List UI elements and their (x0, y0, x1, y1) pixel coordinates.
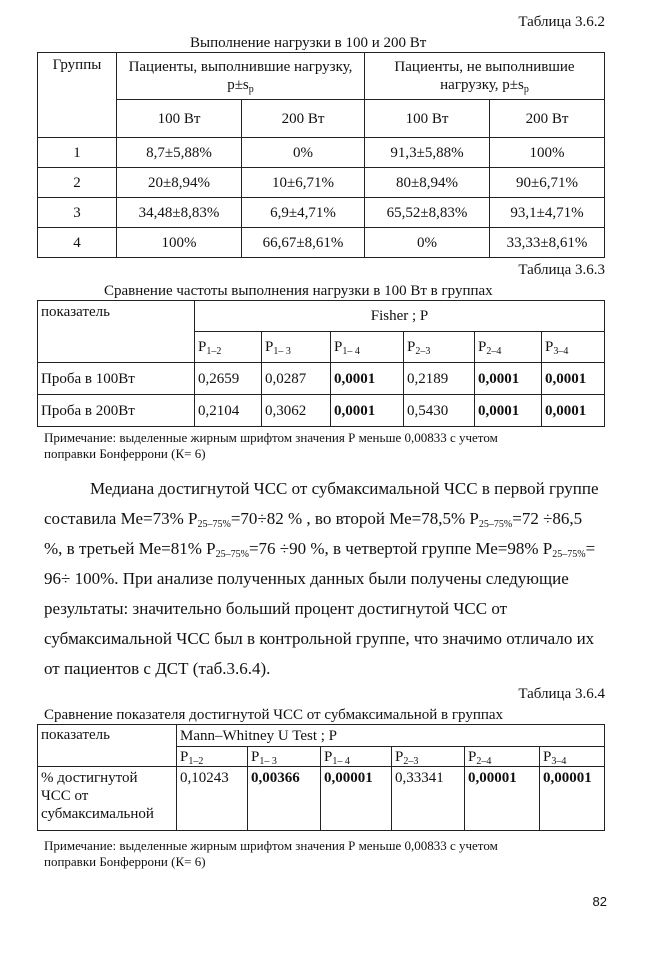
note-line: Примечание: выделенные жирным шрифтом значения Р меньше 0,00833 с учетом (44, 430, 498, 445)
table-row (38, 168, 605, 198)
header-p: $P_{1- 4}$ (331, 332, 404, 363)
cell: 0,2189 (404, 363, 475, 395)
table-row (38, 767, 605, 831)
header-p: $P_{3-4}$ (542, 332, 605, 363)
header-indicator: показатель (38, 301, 195, 363)
header-p: $P_{1-2}$ (195, 332, 262, 363)
cell: 4 (38, 228, 117, 258)
header-200w: 200 Вт (242, 100, 365, 138)
cell: 66,67±8,61% (242, 228, 365, 258)
paragraph-line: 96÷ 100%. При анализе полученных данных были получены следующие (44, 569, 569, 588)
paragraph-line: от пациентов с ДСТ (таб.3.6.4). (44, 659, 271, 678)
table-row (38, 228, 605, 258)
cell: 10±6,71% (242, 168, 365, 198)
cell: 93,1±4,71% (490, 198, 605, 228)
header-100w: 100 Вт (365, 100, 490, 138)
table-3-6-4 (37, 724, 605, 831)
table-3-6-3 (37, 300, 605, 427)
paragraph-line: результаты: значительно больший процент достигнутой ЧСС от (44, 599, 508, 618)
cell: 20±8,94% (117, 168, 242, 198)
cell: 0,0001 (542, 395, 605, 427)
header-p: $P_{1- 4}$ (321, 747, 392, 767)
cell: 80±8,94% (365, 168, 490, 198)
header-not-done: Пациенты, не выполнившие нагрузку, $p\pm s_p$ (365, 53, 605, 100)
note-line: поправки Бонферрони (К= 6) (44, 446, 206, 461)
cell: 1 (38, 138, 117, 168)
paragraph-line: составила Ме=73% $Р_{25-75\%}=70\div 82$ % , во второй Ме=78,5% $Р_{25-75\%}=72 \div 86,5$ (44, 509, 583, 530)
cell: 33,33±8,61% (490, 228, 605, 258)
header-p: $P_{1- 3}$ (248, 747, 321, 767)
cell: 0,00001 (540, 767, 605, 831)
header-p: $P_{2-4}$ (475, 332, 542, 363)
cell: 0,00001 (465, 767, 540, 831)
cell: 90±6,71% (490, 168, 605, 198)
table-label-3-6-3: Таблица 3.6.3 (518, 262, 605, 278)
cell: 0,2659 (195, 363, 262, 395)
cell: 8,7±5,88% (117, 138, 242, 168)
cell: 0,0001 (475, 395, 542, 427)
table-title-3-6-2: Выполнение нагрузки в 100 и 200 Вт (190, 35, 427, 51)
header-groups: Группы (38, 53, 117, 138)
note-line: Примечание: выделенные жирным шрифтом значения Р меньше 0,00833 с учетом (44, 838, 498, 853)
cell: 65,52±8,83% (365, 198, 490, 228)
table-row (38, 198, 605, 228)
cell: 0,3062 (262, 395, 331, 427)
cell: 0,10243 (177, 767, 248, 831)
table-label-3-6-4: Таблица 3.6.4 (518, 686, 605, 702)
table-title-3-6-4: Сравнение показателя достигнутой ЧСС от субмаксимальной в группах (44, 707, 504, 723)
header-200w: 200 Вт (490, 100, 605, 138)
row-label: % достигнутой ЧСС от субмаксимальной (38, 767, 177, 831)
cell: 6,9±4,71% (242, 198, 365, 228)
cell: 0% (242, 138, 365, 168)
header-done: Пациенты, выполнившие нагрузку, $p\pm s_p$ (117, 53, 365, 100)
cell: 0,0001 (475, 363, 542, 395)
cell: 0,0001 (331, 363, 404, 395)
cell: 0,2104 (195, 395, 262, 427)
cell: 0,5430 (404, 395, 475, 427)
cell: 0% (365, 228, 490, 258)
cell: 0,00366 (248, 767, 321, 831)
header-p: $P_{1- 3}$ (262, 332, 331, 363)
cell: 2 (38, 168, 117, 198)
cell: 0,33341 (392, 767, 465, 831)
cell: 100% (117, 228, 242, 258)
cell: 0,0001 (331, 395, 404, 427)
paragraph-line: субмаксимальной ЧСС был в контрольной группе, что значимо отличало их (44, 629, 595, 648)
header-p: $P_{2-3}$ (404, 332, 475, 363)
header-100w: 100 Вт (117, 100, 242, 138)
page-number: 82 (592, 894, 607, 909)
row-label: Проба в 100Вт (38, 363, 195, 395)
paragraph-line: %, в третьей Ме=81% $Р_{25-75\%}=76 \div 90$ %, в четвертой группе Ме=98% $Р_{25-75\%}=$ (44, 539, 596, 560)
header-mann-whitney: Mann–Whitney U Test ; P (177, 725, 605, 747)
table-3-6-2 (37, 52, 605, 258)
paragraph-line: Медиана достигнутой ЧСС от субмаксимальной ЧСС в первой группе (90, 479, 599, 498)
note-line: поправки Бонферрони (К= 6) (44, 854, 206, 869)
table-row (38, 395, 605, 427)
header-indicator: показатель (38, 725, 177, 767)
table-title-3-6-3: Сравнение частоты выполнения нагрузки в 100 Вт в группах (104, 283, 493, 299)
header-p: $P_{3-4}$ (540, 747, 605, 767)
row-label: Проба в 200Вт (38, 395, 195, 427)
header-p: $P_{1-2}$ (177, 747, 248, 767)
header-p: $P_{2-3}$ (392, 747, 465, 767)
cell: 3 (38, 198, 117, 228)
header-fisher: Fisher ; P (195, 301, 605, 332)
cell: 34,48±8,83% (117, 198, 242, 228)
cell: 0,00001 (321, 767, 392, 831)
cell: 100% (490, 138, 605, 168)
table-row (38, 138, 605, 168)
table-label-3-6-2: Таблица 3.6.2 (518, 14, 605, 30)
cell: 0,0001 (542, 363, 605, 395)
cell: 91,3±5,88% (365, 138, 490, 168)
header-p: $P_{2-4}$ (465, 747, 540, 767)
cell: 0,0287 (262, 363, 331, 395)
table-row (38, 363, 605, 395)
